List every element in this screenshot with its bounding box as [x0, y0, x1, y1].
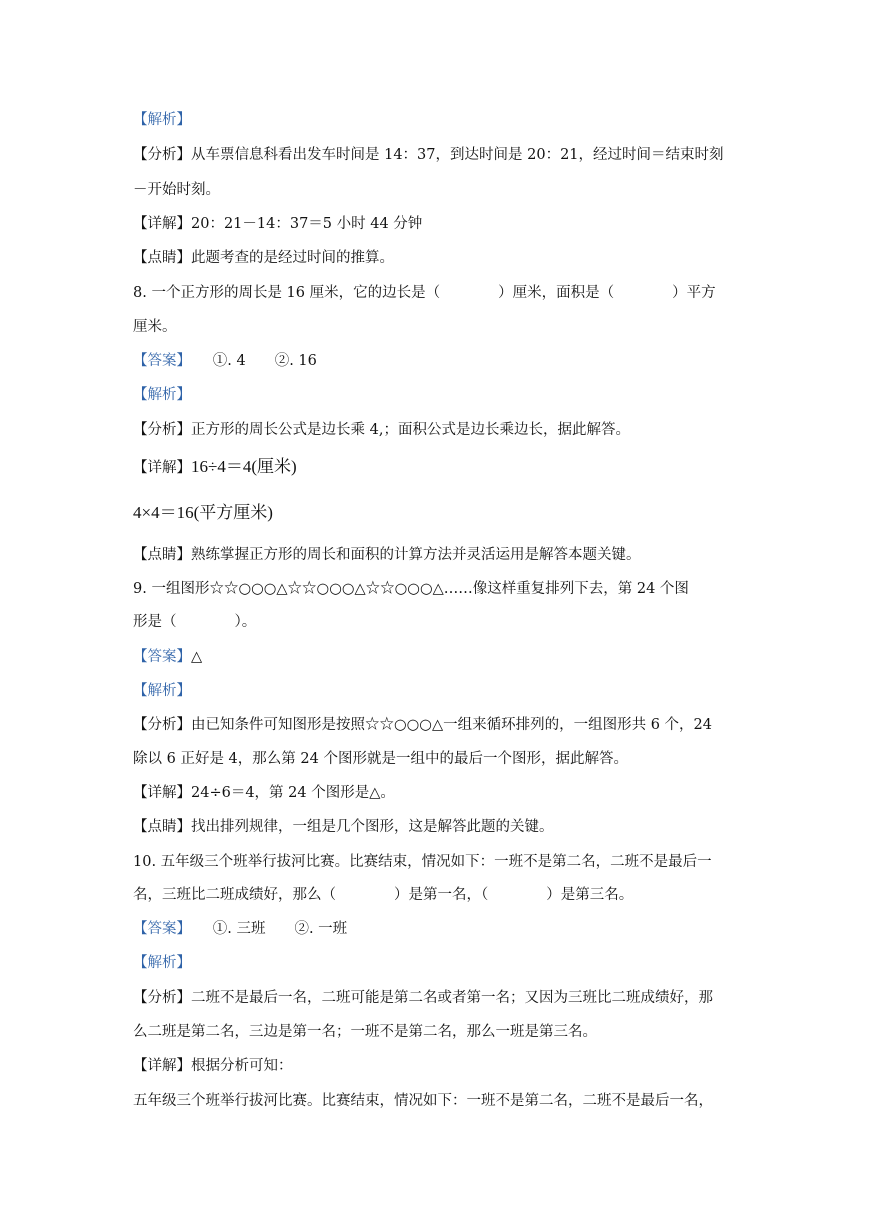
section-tag: 【分析】	[133, 422, 191, 438]
section-tag: 【解析】	[133, 112, 191, 128]
math-formula: 4×4＝16(平方厘米)	[133, 503, 273, 522]
line-dianjing-1	[133, 248, 394, 268]
line-dianjing-8	[133, 545, 641, 565]
question-text: 9. 一组图形☆☆○○○△☆☆○○○△☆☆○○○△……像这样重复排列下去，第 24 个图	[133, 581, 689, 597]
line-fenxi-10-cont	[133, 1022, 597, 1042]
answer-text: ①. 三班 ②. 一班	[183, 921, 348, 937]
line-text: 此题考查的是经过时间的推算。	[191, 250, 394, 266]
line-daan-10	[133, 919, 347, 939]
section-tag: 【答案】	[133, 649, 191, 665]
section-tag: 【详解】	[133, 785, 191, 801]
section-tag: 【答案】	[133, 921, 184, 937]
line-fenxi-9	[133, 715, 712, 735]
line-text: 除以 6 正好是 4，那么第 24 个图形就是一组中的最后一个图形，据此解答。	[133, 751, 628, 767]
section-tag: 【解析】	[133, 955, 191, 971]
line-fenxi-9-cont	[133, 749, 628, 769]
line-fenxi-10	[133, 988, 713, 1008]
question-10	[133, 852, 712, 872]
line-xiangjie-1	[133, 214, 422, 234]
question-8-cont	[133, 317, 177, 337]
line-jiexi-1	[133, 110, 191, 130]
question-8	[133, 283, 716, 303]
section-tag: 【分析】	[133, 147, 191, 163]
section-tag: 【详解】	[133, 1058, 191, 1074]
section-tag: 【点睛】	[133, 250, 191, 266]
line-fenxi-1-cont	[133, 180, 220, 200]
answer-text: ①. 4 ②. 16	[183, 353, 317, 369]
question-text: 8. 一个正方形的周长是 16 厘米，它的边长是（ ）厘米，面积是（ ）平方	[133, 285, 716, 301]
line-jiexi-10	[133, 953, 191, 973]
line-xiangjie-8	[133, 457, 297, 478]
question-9-cont	[133, 612, 256, 632]
line-xiangjie-9	[133, 783, 395, 803]
question-text: 10. 五年级三个班举行拔河比赛。比赛结束，情况如下：一班不是第二名，二班不是最后一	[133, 854, 712, 870]
question-9	[133, 579, 689, 599]
line-text: 20：21－14：37＝5 小时 44 分钟	[191, 216, 423, 232]
line-xiangjie-10	[133, 1056, 293, 1076]
question-10-cont	[133, 885, 633, 905]
section-tag: 【详解】	[133, 216, 191, 232]
line-jiexi-8	[133, 385, 191, 405]
line-jiexi-9	[133, 681, 191, 701]
section-tag: 【分析】	[133, 717, 191, 733]
question-text: 形是（ ）。	[133, 614, 257, 630]
line-text: －开始时刻。	[133, 182, 220, 198]
line-text: 由已知条件可知图形是按照☆☆○○○△一组来循环排列的，一组图形共 6 个，24	[191, 717, 712, 733]
line-text: 从车票信息科看出发车时间是 14：37，到达时间是 20：21，经过时间＝结束时刻	[191, 147, 724, 163]
line-daan-8	[133, 351, 317, 371]
line-dianjing-9	[133, 817, 554, 837]
section-tag: 【点睛】	[133, 547, 191, 563]
math-formula: 16÷4＝4(厘米)	[191, 457, 297, 476]
section-tag: 【点睛】	[133, 819, 191, 835]
line-text: 正方形的周长公式是边长乘 4,；面积公式是边长乘边长，据此解答。	[191, 422, 630, 438]
line-text: 么二班是第二名，三边是第一名；一班不是第二名，那么一班是第三名。	[133, 1024, 597, 1040]
question-text: 名，三班比二班成绩好，那么（ ）是第一名，（ ）是第三名。	[133, 887, 634, 903]
question-text: 厘米。	[133, 319, 177, 335]
line-daan-9	[133, 647, 202, 667]
answer-text: △	[191, 649, 203, 665]
line-text: 二班不是最后一名，二班可能是第二名或者第一名；又因为三班比二班成绩好，那	[191, 990, 713, 1006]
line-text: 五年级三个班举行拔河比赛。比赛结束，情况如下：一班不是第二名，二班不是最后一名，	[133, 1093, 713, 1109]
section-tag: 【分析】	[133, 990, 191, 1006]
section-tag: 【详解】	[133, 460, 191, 476]
line-formula-8	[133, 503, 273, 524]
section-tag: 【解析】	[133, 683, 191, 699]
section-tag: 【答案】	[133, 353, 184, 369]
line-fenxi-8	[133, 420, 630, 440]
section-tag: 【解析】	[133, 387, 191, 403]
line-fenxi-1	[133, 145, 724, 165]
line-text: 根据分析可知：	[191, 1058, 293, 1074]
line-xiangjie-10-cont	[133, 1091, 713, 1111]
line-text: 熟练掌握正方形的周长和面积的计算方法并灵活运用是解答本题关键。	[191, 547, 641, 563]
line-text: 找出排列规律，一组是几个图形，这是解答此题的关键。	[191, 819, 554, 835]
line-text: 24÷6＝4，第 24 个图形是△。	[191, 785, 395, 801]
